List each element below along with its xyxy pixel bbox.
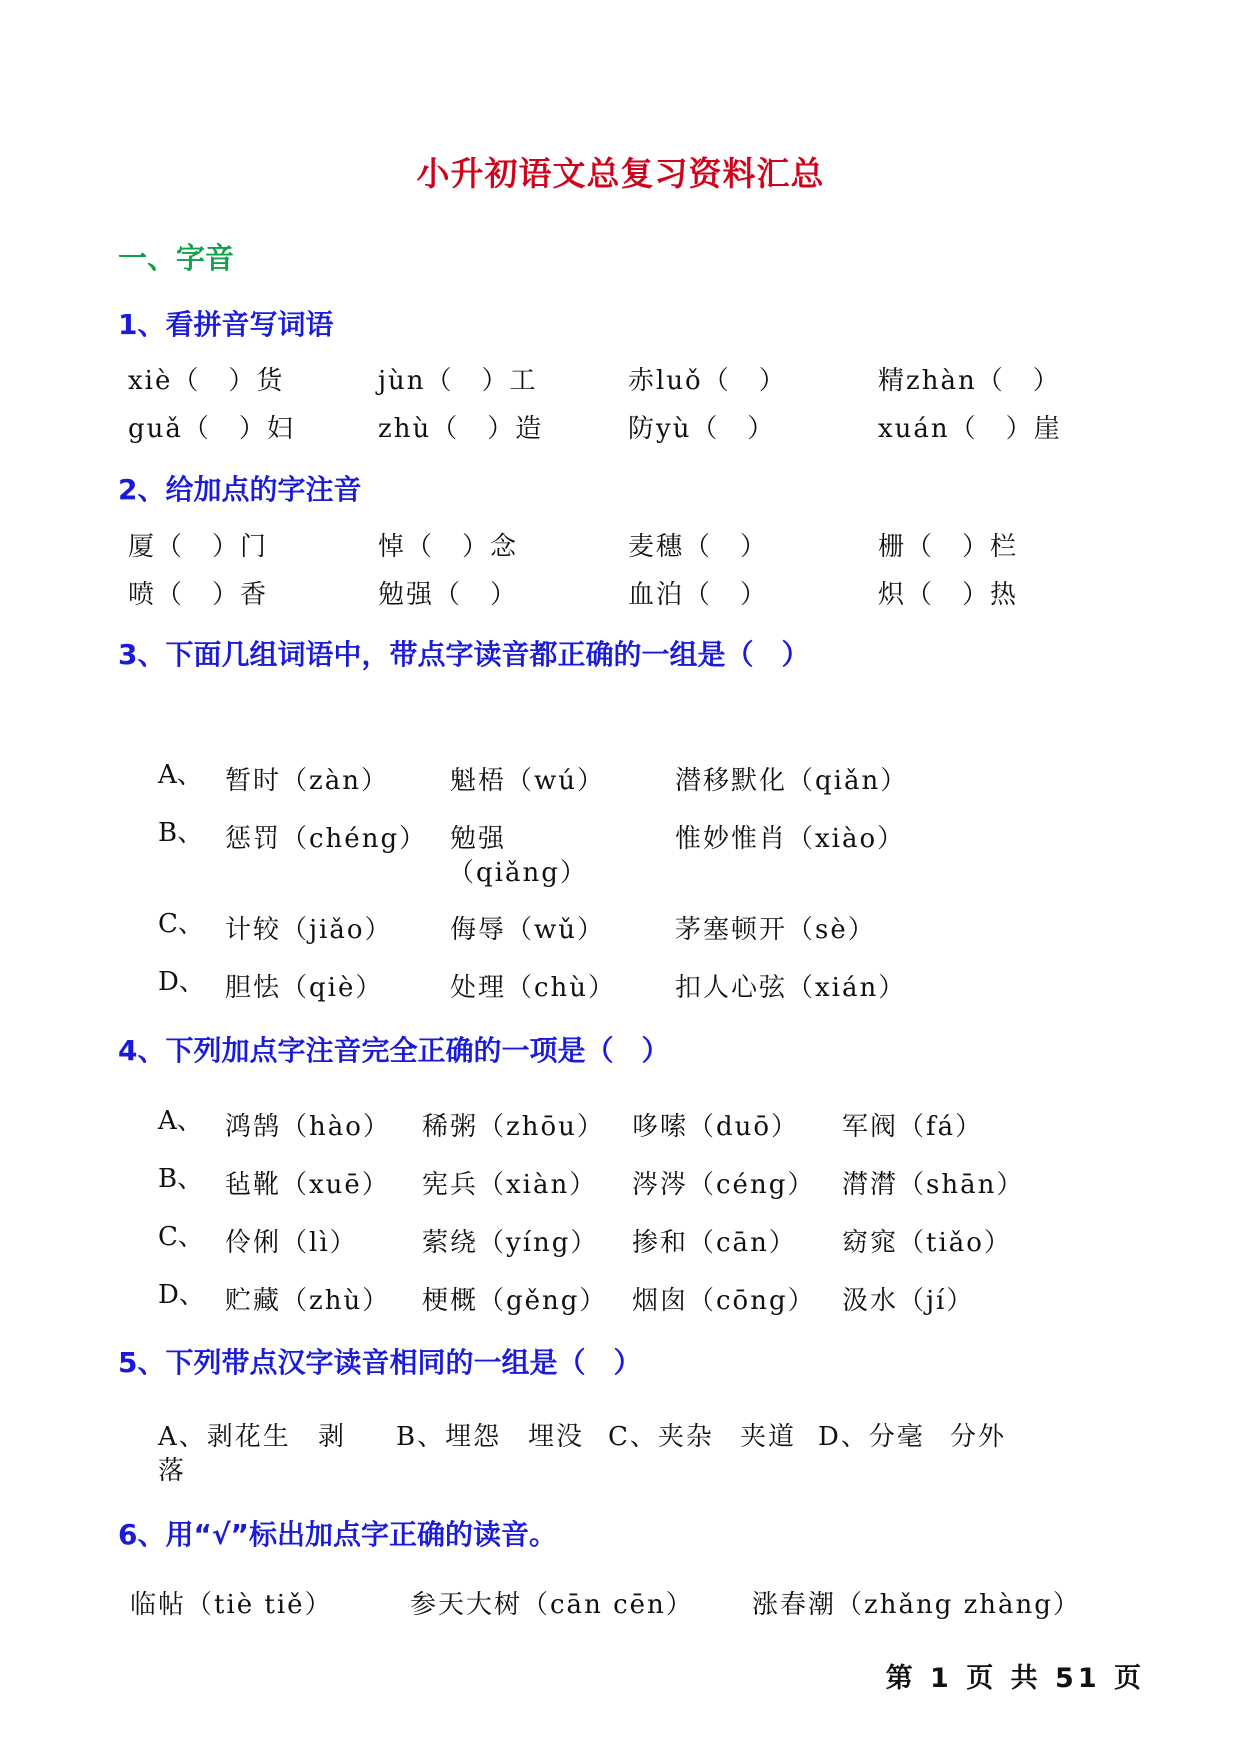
q4-option-item: 掺和（cān） (632, 1228, 797, 1258)
q5-item: B、埋怨 (396, 1422, 502, 1452)
q3-option-item: 魁梧（wú） (450, 766, 606, 796)
q3-option-item: 茅塞顿开（sè） (675, 915, 876, 945)
q5-item: 埋没 (528, 1422, 585, 1452)
q6-item: 涨春潮（zhǎng zhàng） (752, 1590, 1081, 1620)
q1-item: zhù（ ）造 (378, 414, 544, 444)
question-4-title: 4、下列加点字注音完全正确的一项是（ ） (118, 1034, 670, 1067)
q1-item: 精zhàn（ ） (878, 366, 1061, 396)
question-1-title: 1、看拼音写词语 (118, 308, 334, 341)
q3-option-item: 侮辱（wǔ） (450, 915, 606, 945)
question-3-title: 3、下面几组词语中，带点字读音都正确的一组是（ ） (118, 638, 810, 671)
question-5-title: 5、下列带点汉字读音相同的一组是（ ） (118, 1346, 642, 1379)
q3-option-item: 扣人心弦（xián） (675, 973, 907, 1003)
q3-option-item: 处理（chù） (450, 973, 617, 1003)
q4-option-item: 贮藏（zhù） (225, 1286, 391, 1316)
q4-option-item: 梗概（gěng） (422, 1286, 608, 1316)
q2-item: 麦穗（ ） (628, 532, 769, 562)
q5-wrap: 落 (158, 1456, 187, 1486)
q1-item: 赤luǒ（ ） (628, 366, 787, 396)
q4-option-letter: B、 (158, 1164, 204, 1194)
q4-option-item: 军阀（fá） (842, 1112, 984, 1142)
q3-option-letter: B、 (158, 818, 204, 848)
q2-item: 栅（ ）栏 (878, 532, 1019, 562)
q4-option-item: 窈窕（tiǎo） (842, 1228, 1012, 1258)
question-6-title: 6、用“√”标出加点字正确的读音。 (118, 1518, 557, 1551)
q3-option-item: 惟妙惟肖（xiào） (675, 824, 906, 854)
q5-item: 夹道 (740, 1422, 797, 1452)
q3-option-item: 惩罚（chéng） (225, 824, 428, 854)
q4-option-letter: A、 (158, 1106, 203, 1136)
q5-item: C、夹杂 (608, 1422, 714, 1452)
q6-item: 临帖（tiè tiě） (130, 1590, 333, 1620)
q4-option-item: 伶俐（lì） (225, 1228, 358, 1258)
q6-item: 参天大树（cān cēn） (410, 1590, 694, 1620)
q2-item: 勉强（ ） (378, 580, 519, 610)
q3-option-item: 潜移默化（qiǎn） (675, 766, 909, 796)
q4-option-item: 哆嗦（duō） (632, 1112, 800, 1142)
page-title: 小升初语文总复习资料汇总 (416, 154, 825, 193)
q4-option-letter: D、 (158, 1280, 205, 1310)
q2-item: 厦（ ）门 (128, 532, 269, 562)
q3-option-letter: D、 (158, 967, 205, 997)
q4-option-item: 萦绕（yíng） (422, 1228, 599, 1258)
q3-option-letter: A、 (158, 760, 203, 790)
q3-option-item: 胆怯（qiè） (225, 973, 384, 1003)
q5-item: 分外 (950, 1422, 1007, 1452)
q3-option-pinyin: （qiǎng） (448, 858, 588, 888)
q4-option-item: 鸿鹄（hào） (225, 1112, 391, 1142)
q4-option-item: 毡靴（xuē） (225, 1170, 390, 1200)
q5-item: A、剥花生 (158, 1422, 291, 1452)
q4-option-item: 宪兵（xiàn） (422, 1170, 598, 1200)
q4-option-item: 烟囱（cōng） (632, 1286, 816, 1316)
q5-item: 剥 (318, 1422, 347, 1452)
q2-item: 喷（ ）香 (128, 580, 269, 610)
q1-item: guǎ（ ）妇 (128, 414, 295, 444)
q4-option-item: 潸潸（shān） (842, 1170, 1025, 1200)
q2-item: 血泊（ ） (628, 580, 769, 610)
q1-item: 防yù（ ） (628, 414, 776, 444)
q3-option-letter: C、 (158, 909, 204, 939)
q1-item: jùn（ ）工 (378, 366, 538, 396)
q4-option-item: 汲水（jí） (842, 1286, 975, 1316)
q3-option-item: 计较（jiǎo） (225, 915, 393, 945)
q2-item: 悼（ ）念 (378, 532, 519, 562)
page-footer: 第 1 页 共 51 页 (885, 1663, 1145, 1694)
q3-option-item: 勉强 (450, 824, 507, 854)
q3-option-item: 暂时（zàn） (225, 766, 389, 796)
q5-item: D、分毫 (818, 1422, 925, 1452)
q4-option-item: 涔涔（céng） (632, 1170, 816, 1200)
q1-item: xiè（ ）货 (128, 366, 285, 396)
q4-option-letter: C、 (158, 1222, 204, 1252)
q4-option-item: 稀粥（zhōu） (422, 1112, 605, 1142)
section-heading: 一、字音 (118, 241, 235, 275)
question-2-title: 2、给加点的字注音 (118, 473, 362, 506)
q2-item: 炽（ ）热 (878, 580, 1019, 610)
q1-item: xuán（ ）崖 (878, 414, 1062, 444)
